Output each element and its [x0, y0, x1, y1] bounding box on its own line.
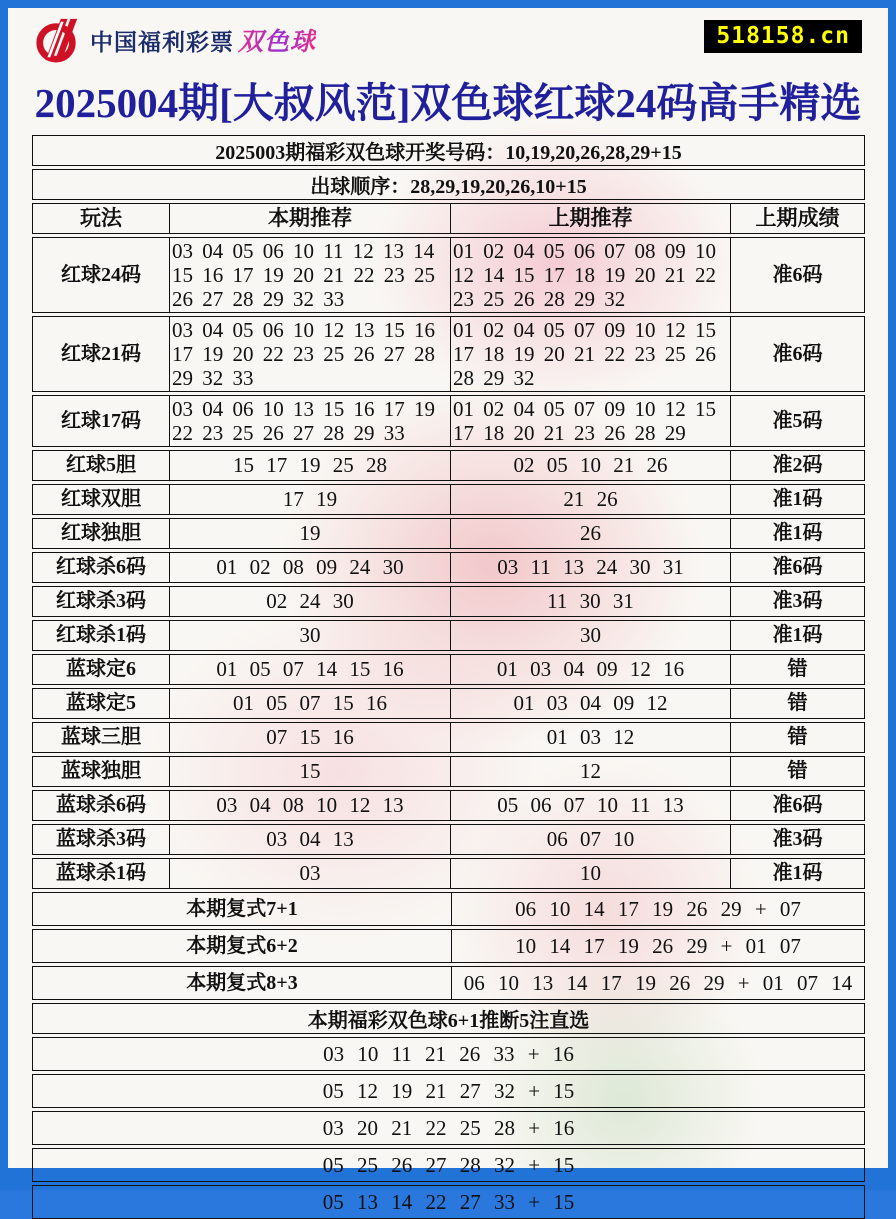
- brand-name: 双色球: [238, 22, 316, 58]
- previous-numbers: 01 02 04 05 07 09 10 12 15 17 18 19 20 21 22 23 25 26 28 29 32: [451, 317, 731, 391]
- lottery-logo-icon: [32, 17, 82, 63]
- result-badge: 准3码: [772, 828, 823, 850]
- zhixuan-row: 05 12 19 21 27 32 + 15: [32, 1074, 865, 1108]
- top-bar: [32, 14, 864, 66]
- result-badge: 准5码: [772, 409, 823, 432]
- current-numbers: 03: [170, 859, 451, 888]
- table-row: [32, 316, 865, 392]
- table-row: [32, 722, 865, 753]
- logo-label: 中国福利彩票: [90, 28, 234, 55]
- previous-numbers: 03 11 13 24 30 31: [451, 553, 731, 582]
- previous-numbers: 01 03 12: [451, 723, 731, 752]
- previous-numbers: 10: [451, 859, 731, 888]
- result-badge: 准3码: [772, 590, 823, 612]
- header-previous: 上期推荐: [451, 204, 731, 233]
- table-row: [32, 586, 865, 617]
- result-badge: 准6码: [772, 794, 823, 816]
- play-label: 红球17码: [33, 396, 170, 446]
- zhixuan-section: [32, 1037, 865, 1219]
- fushi-numbers: 10 14 17 19 26 29 + 01 07: [515, 933, 801, 958]
- previous-numbers: 30: [451, 621, 731, 650]
- previous-numbers: 06 07 10: [451, 825, 731, 854]
- current-numbers: 15: [170, 757, 451, 786]
- zhixuan-row: 03 20 21 22 25 28 + 16: [32, 1111, 865, 1145]
- table-row: [32, 552, 865, 583]
- play-label: 蓝球杀6码: [33, 791, 170, 820]
- table-row: [32, 450, 865, 481]
- current-numbers: 03 04 08 10 12 13: [170, 791, 451, 820]
- current-numbers: 07 15 16: [170, 723, 451, 752]
- play-label: 红球5胆: [33, 451, 170, 480]
- fushi-row: [32, 929, 865, 963]
- result-badge: 准1码: [772, 624, 823, 646]
- result-badge: 准6码: [772, 556, 823, 578]
- play-label: 蓝球杀1码: [33, 859, 170, 888]
- play-label: 红球杀1码: [33, 621, 170, 650]
- previous-numbers: 01 02 04 05 07 09 10 12 15 17 18 20 21 23 26 28 29: [451, 396, 731, 446]
- site-badge: 518158.cn: [704, 20, 862, 53]
- result-badge: 准1码: [772, 488, 823, 510]
- current-numbers: 01 02 08 09 24 30: [170, 553, 451, 582]
- result-badge: 准2码: [772, 454, 823, 476]
- result-badge: 准6码: [772, 263, 823, 286]
- play-label: 红球杀6码: [33, 553, 170, 582]
- play-label: 蓝球杀3码: [33, 825, 170, 854]
- play-label: 蓝球定6: [33, 655, 170, 684]
- header-play: 玩法: [33, 204, 170, 233]
- previous-numbers: 01 03 04 09 12: [451, 689, 731, 718]
- table-row: [32, 484, 865, 515]
- previous-numbers: 11 30 31: [451, 587, 731, 616]
- previous-numbers: 05 06 07 10 11 13: [451, 791, 731, 820]
- current-numbers: 17 19: [170, 485, 451, 514]
- table-header-row: [32, 203, 865, 234]
- table-row: [32, 237, 865, 313]
- current-numbers: 03 04 05 06 10 12 13 15 16 17 19 20 22 23 25 26 27 28 29 32 33: [170, 317, 451, 391]
- play-label: 红球21码: [33, 317, 170, 391]
- result-badge: 准1码: [772, 862, 823, 884]
- result-badge: 准1码: [772, 522, 823, 544]
- play-label: 蓝球独胆: [33, 757, 170, 786]
- play-label: 红球双胆: [33, 485, 170, 514]
- play-label: 蓝球定5: [33, 689, 170, 718]
- china-welfare-lottery-logo: [32, 17, 316, 63]
- table-body: [32, 237, 865, 889]
- zhixuan-row: 03 10 11 21 26 33 + 16: [32, 1037, 865, 1071]
- previous-numbers: 02 05 10 21 26: [451, 451, 731, 480]
- play-label: 红球杀3码: [33, 587, 170, 616]
- table-row: [32, 518, 865, 549]
- current-numbers: 01 05 07 14 15 16: [170, 655, 451, 684]
- header-result: 上期成绩: [755, 206, 840, 230]
- result-badge: 错: [787, 726, 808, 748]
- result-badge: 错: [787, 692, 808, 714]
- table-row: [32, 395, 865, 447]
- result-badge: 错: [787, 760, 808, 782]
- fushi-numbers: 06 10 13 14 17 19 26 29 + 01 07 14: [463, 970, 853, 995]
- current-numbers: 03 04 06 10 13 15 16 17 19 22 23 25 26 27 28 29 33: [170, 396, 451, 446]
- fushi-label: 本期复式7+1: [33, 893, 452, 925]
- play-label: 红球独胆: [33, 519, 170, 548]
- fushi-section: [32, 892, 865, 1000]
- draw-order: 出球顺序：28,29,19,20,26,10+15: [32, 169, 865, 200]
- table-row: [32, 620, 865, 651]
- table-row: [32, 756, 865, 787]
- current-numbers: 02 24 30: [170, 587, 451, 616]
- current-numbers: 19: [170, 519, 451, 548]
- table-row: [32, 654, 865, 685]
- previous-numbers: 26: [451, 519, 731, 548]
- prediction-sheet: [32, 135, 865, 1219]
- table-row: [32, 688, 865, 719]
- table-row: [32, 824, 865, 855]
- result-badge: 准6码: [772, 342, 823, 365]
- current-numbers: 03 04 13: [170, 825, 451, 854]
- fushi-row: [32, 966, 865, 1000]
- zhixuan-row: 05 13 14 22 27 33 + 15: [32, 1185, 865, 1219]
- previous-numbers: 01 03 04 09 12 16: [451, 655, 731, 684]
- current-numbers: 01 05 07 15 16: [170, 689, 451, 718]
- table-row: [32, 858, 865, 889]
- table-row: [32, 790, 865, 821]
- previous-numbers: 12: [451, 757, 731, 786]
- current-numbers: 15 17 19 25 28: [170, 451, 451, 480]
- fushi-label: 本期复式6+2: [33, 930, 452, 962]
- header-current: 本期推荐: [170, 204, 451, 233]
- previous-numbers: 01 02 04 05 06 07 08 09 10 12 14 15 17 18 19 20 21 22 23 25 26 28 29 32: [451, 238, 731, 312]
- fushi-label: 本期复式8+3: [33, 967, 452, 999]
- page-title: 2025004期[大叔风范]双色球红球24码高手精选: [34, 80, 862, 126]
- zhixuan-row: 05 25 26 27 28 32 + 15: [32, 1148, 865, 1182]
- play-label: 蓝球三胆: [33, 723, 170, 752]
- previous-numbers: 21 26: [451, 485, 731, 514]
- fushi-numbers: 06 10 14 17 19 26 29 + 07: [515, 896, 801, 921]
- fushi-row: [32, 892, 865, 926]
- current-numbers: 30: [170, 621, 451, 650]
- current-numbers: 03 04 05 06 10 11 12 13 14 15 16 17 19 20 21 22 23 25 26 27 28 29 32 33: [170, 238, 451, 312]
- previous-draw-result: 2025003期福彩双色球开奖号码：10,19,20,26,28,29+15: [32, 135, 865, 166]
- result-badge: 错: [787, 658, 808, 680]
- zhixuan-title: 本期福彩双色球6+1推断5注直选: [32, 1003, 865, 1034]
- play-label: 红球24码: [33, 238, 170, 312]
